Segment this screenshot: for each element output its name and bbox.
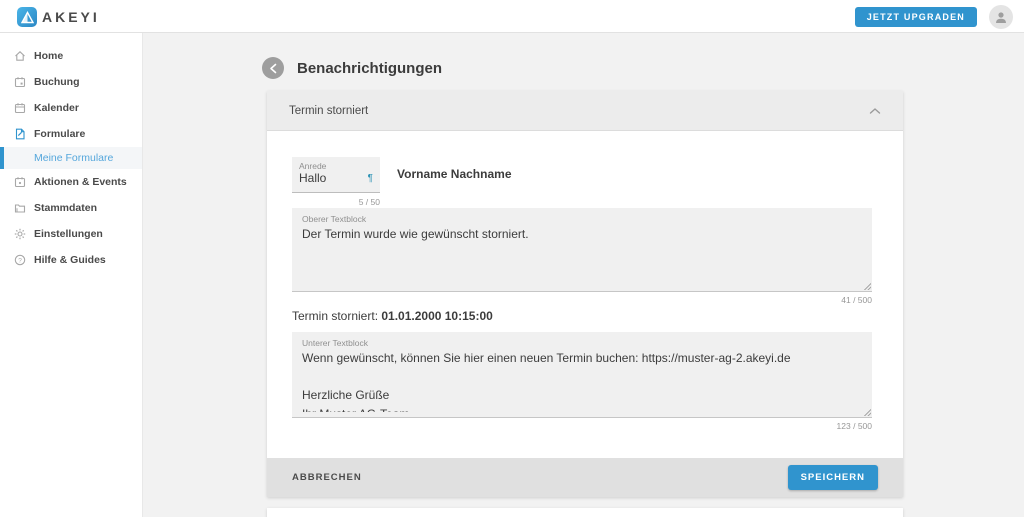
page-title: Benachrichtigungen: [297, 59, 443, 77]
upgrade-button[interactable]: JETZT UPGRADEN: [855, 7, 977, 27]
card-body: [267, 131, 903, 458]
termin-storniert-line: [292, 309, 493, 323]
lower-textblock-textarea[interactable]: [292, 348, 872, 412]
termin-storniert-prefix: Termin storniert:: [292, 309, 382, 323]
sidebar-item-label: Hilfe & Guides: [34, 254, 106, 266]
sidebar-item-label: Buchung: [34, 76, 80, 88]
svg-text:?: ?: [18, 257, 22, 265]
sidebar-item-label: Home: [34, 50, 64, 62]
anrede-label: Anrede: [299, 161, 327, 171]
back-button[interactable]: [262, 57, 284, 79]
recipient-placeholder-text: Vorname Nachname: [397, 167, 512, 181]
sidebar: [0, 33, 143, 517]
anrede-field[interactable]: [292, 157, 380, 193]
anrede-char-counter: 5 / 50: [358, 197, 380, 207]
card-footer: [267, 458, 903, 497]
arrow-left-icon: [268, 63, 279, 74]
lower-textblock-label: Unterer Textblock: [302, 338, 368, 348]
sidebar-subitem-label: Meine Formulare: [34, 152, 114, 164]
person-icon: [994, 10, 1008, 24]
cancel-button[interactable]: ABBRECHEN: [292, 472, 362, 483]
help-circle-icon: [14, 254, 26, 266]
insert-placeholder-icon[interactable]: ¶: [367, 172, 373, 184]
card-header-title: Termin storniert: [289, 104, 369, 117]
chevron-up-icon[interactable]: [869, 107, 881, 115]
sidebar-item-aktionen-events[interactable]: [0, 169, 142, 195]
home-icon: [14, 50, 26, 62]
gear-icon: [14, 228, 26, 240]
save-button[interactable]: SPEICHERN: [788, 465, 878, 490]
sidebar-item-label: Stammdaten: [34, 202, 98, 214]
upper-textblock-char-counter: 41 / 500: [841, 295, 872, 305]
user-avatar[interactable]: [989, 5, 1013, 29]
calendar-icon: [14, 102, 26, 114]
termin-storniert-datetime: 01.01.2000 10:15:00: [381, 309, 493, 323]
lower-textblock-field[interactable]: [292, 332, 872, 418]
anrede-value[interactable]: Hallo: [299, 171, 327, 185]
upper-textblock-field[interactable]: [292, 208, 872, 292]
sidebar-item-formulare[interactable]: [0, 121, 142, 147]
sidebar-item-label: Aktionen & Events: [34, 176, 127, 188]
notification-card: [267, 91, 903, 497]
sidebar-item-hilfe-guides[interactable]: [0, 247, 142, 273]
sidebar-item-kalender[interactable]: [0, 95, 142, 121]
card-header-termin-storniert[interactable]: [267, 91, 903, 131]
sidebar-item-label: Einstellungen: [34, 228, 103, 240]
upper-textblock-label: Oberer Textblock: [302, 214, 367, 224]
sidebar-item-buchung[interactable]: [0, 69, 142, 95]
upper-textblock-textarea[interactable]: [292, 224, 872, 286]
sidebar-item-meine-formulare[interactable]: [0, 147, 142, 169]
logo-triangle-icon: [21, 11, 34, 24]
sidebar-item-label: Formulare: [34, 128, 86, 140]
sidebar-item-stammdaten[interactable]: [0, 195, 142, 221]
folder-icon: [14, 202, 26, 214]
sidebar-item-label: Kalender: [34, 102, 79, 114]
next-collapsed-card[interactable]: [267, 508, 903, 517]
sidebar-item-home[interactable]: [0, 43, 142, 69]
form-document-icon: [14, 128, 26, 140]
brand-name: AKEYI: [42, 9, 100, 25]
sidebar-item-einstellungen[interactable]: [0, 221, 142, 247]
calendar-event-icon: [14, 176, 26, 188]
akeyi-logo-icon[interactable]: [17, 7, 37, 27]
lower-textblock-char-counter: 123 / 500: [836, 421, 872, 431]
calendar-icon: [14, 76, 26, 88]
page-header: [262, 57, 442, 79]
topbar: [0, 0, 1024, 33]
